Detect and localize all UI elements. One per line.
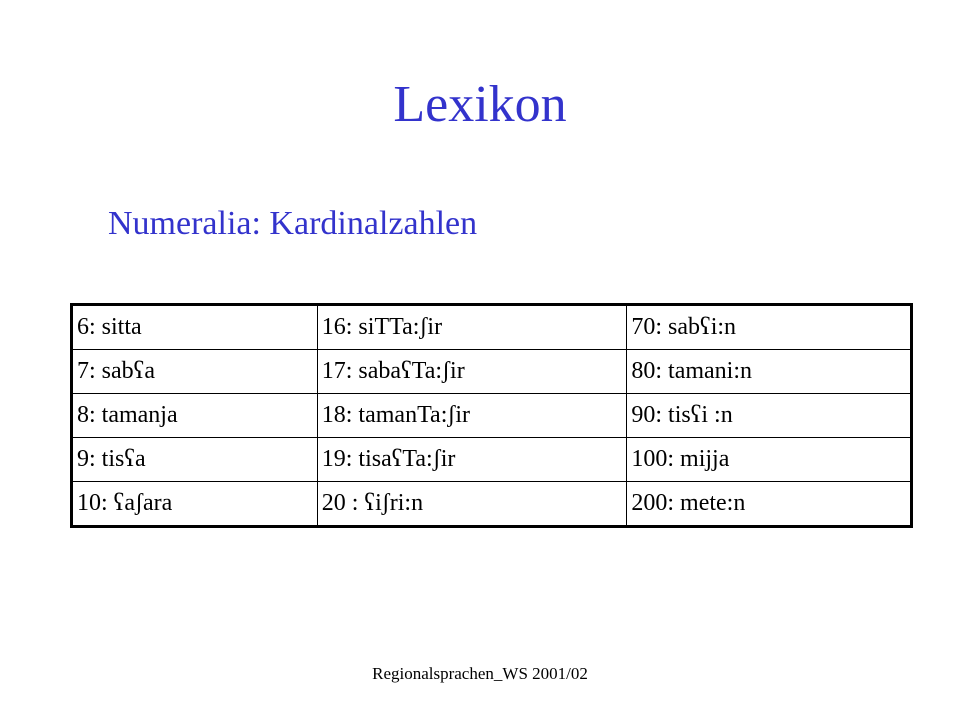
table-row (72, 438, 912, 482)
table-cell: 18: tamanTa:ʃir (317, 394, 627, 438)
table-cell: 200: mete:n (627, 482, 912, 527)
table-cell: 10: ʕaʃara (72, 482, 318, 527)
slide-subtitle: Numeralia: Kardinalzahlen (108, 205, 478, 242)
slide-title: Lexikon (393, 76, 567, 133)
slide-footer: Regionalsprachen_WS 2001/02 (372, 664, 588, 683)
numeral-table-body (72, 305, 912, 527)
table-cell: 20 : ʕiʃri:n (317, 482, 627, 527)
table-row (72, 305, 912, 350)
table-row (72, 482, 912, 527)
numeral-table (70, 303, 913, 528)
table-cell: 80: tamani:n (627, 350, 912, 394)
table-cell: 8: tamanja (72, 394, 318, 438)
table-cell: 17: sabaʕTa:ʃir (317, 350, 627, 394)
table-cell: 90: tisʕi :n (627, 394, 912, 438)
table-cell: 19: tisaʕTa:ʃir (317, 438, 627, 482)
table-row (72, 350, 912, 394)
table-row (72, 394, 912, 438)
table-cell: 6: sitta (72, 305, 318, 350)
table-cell: 100: mijja (627, 438, 912, 482)
table-cell: 16: siTTa:ʃir (317, 305, 627, 350)
table-cell: 70: sabʕi:n (627, 305, 912, 350)
table-cell: 9: tisʕa (72, 438, 318, 482)
table-cell: 7: sabʕa (72, 350, 318, 394)
